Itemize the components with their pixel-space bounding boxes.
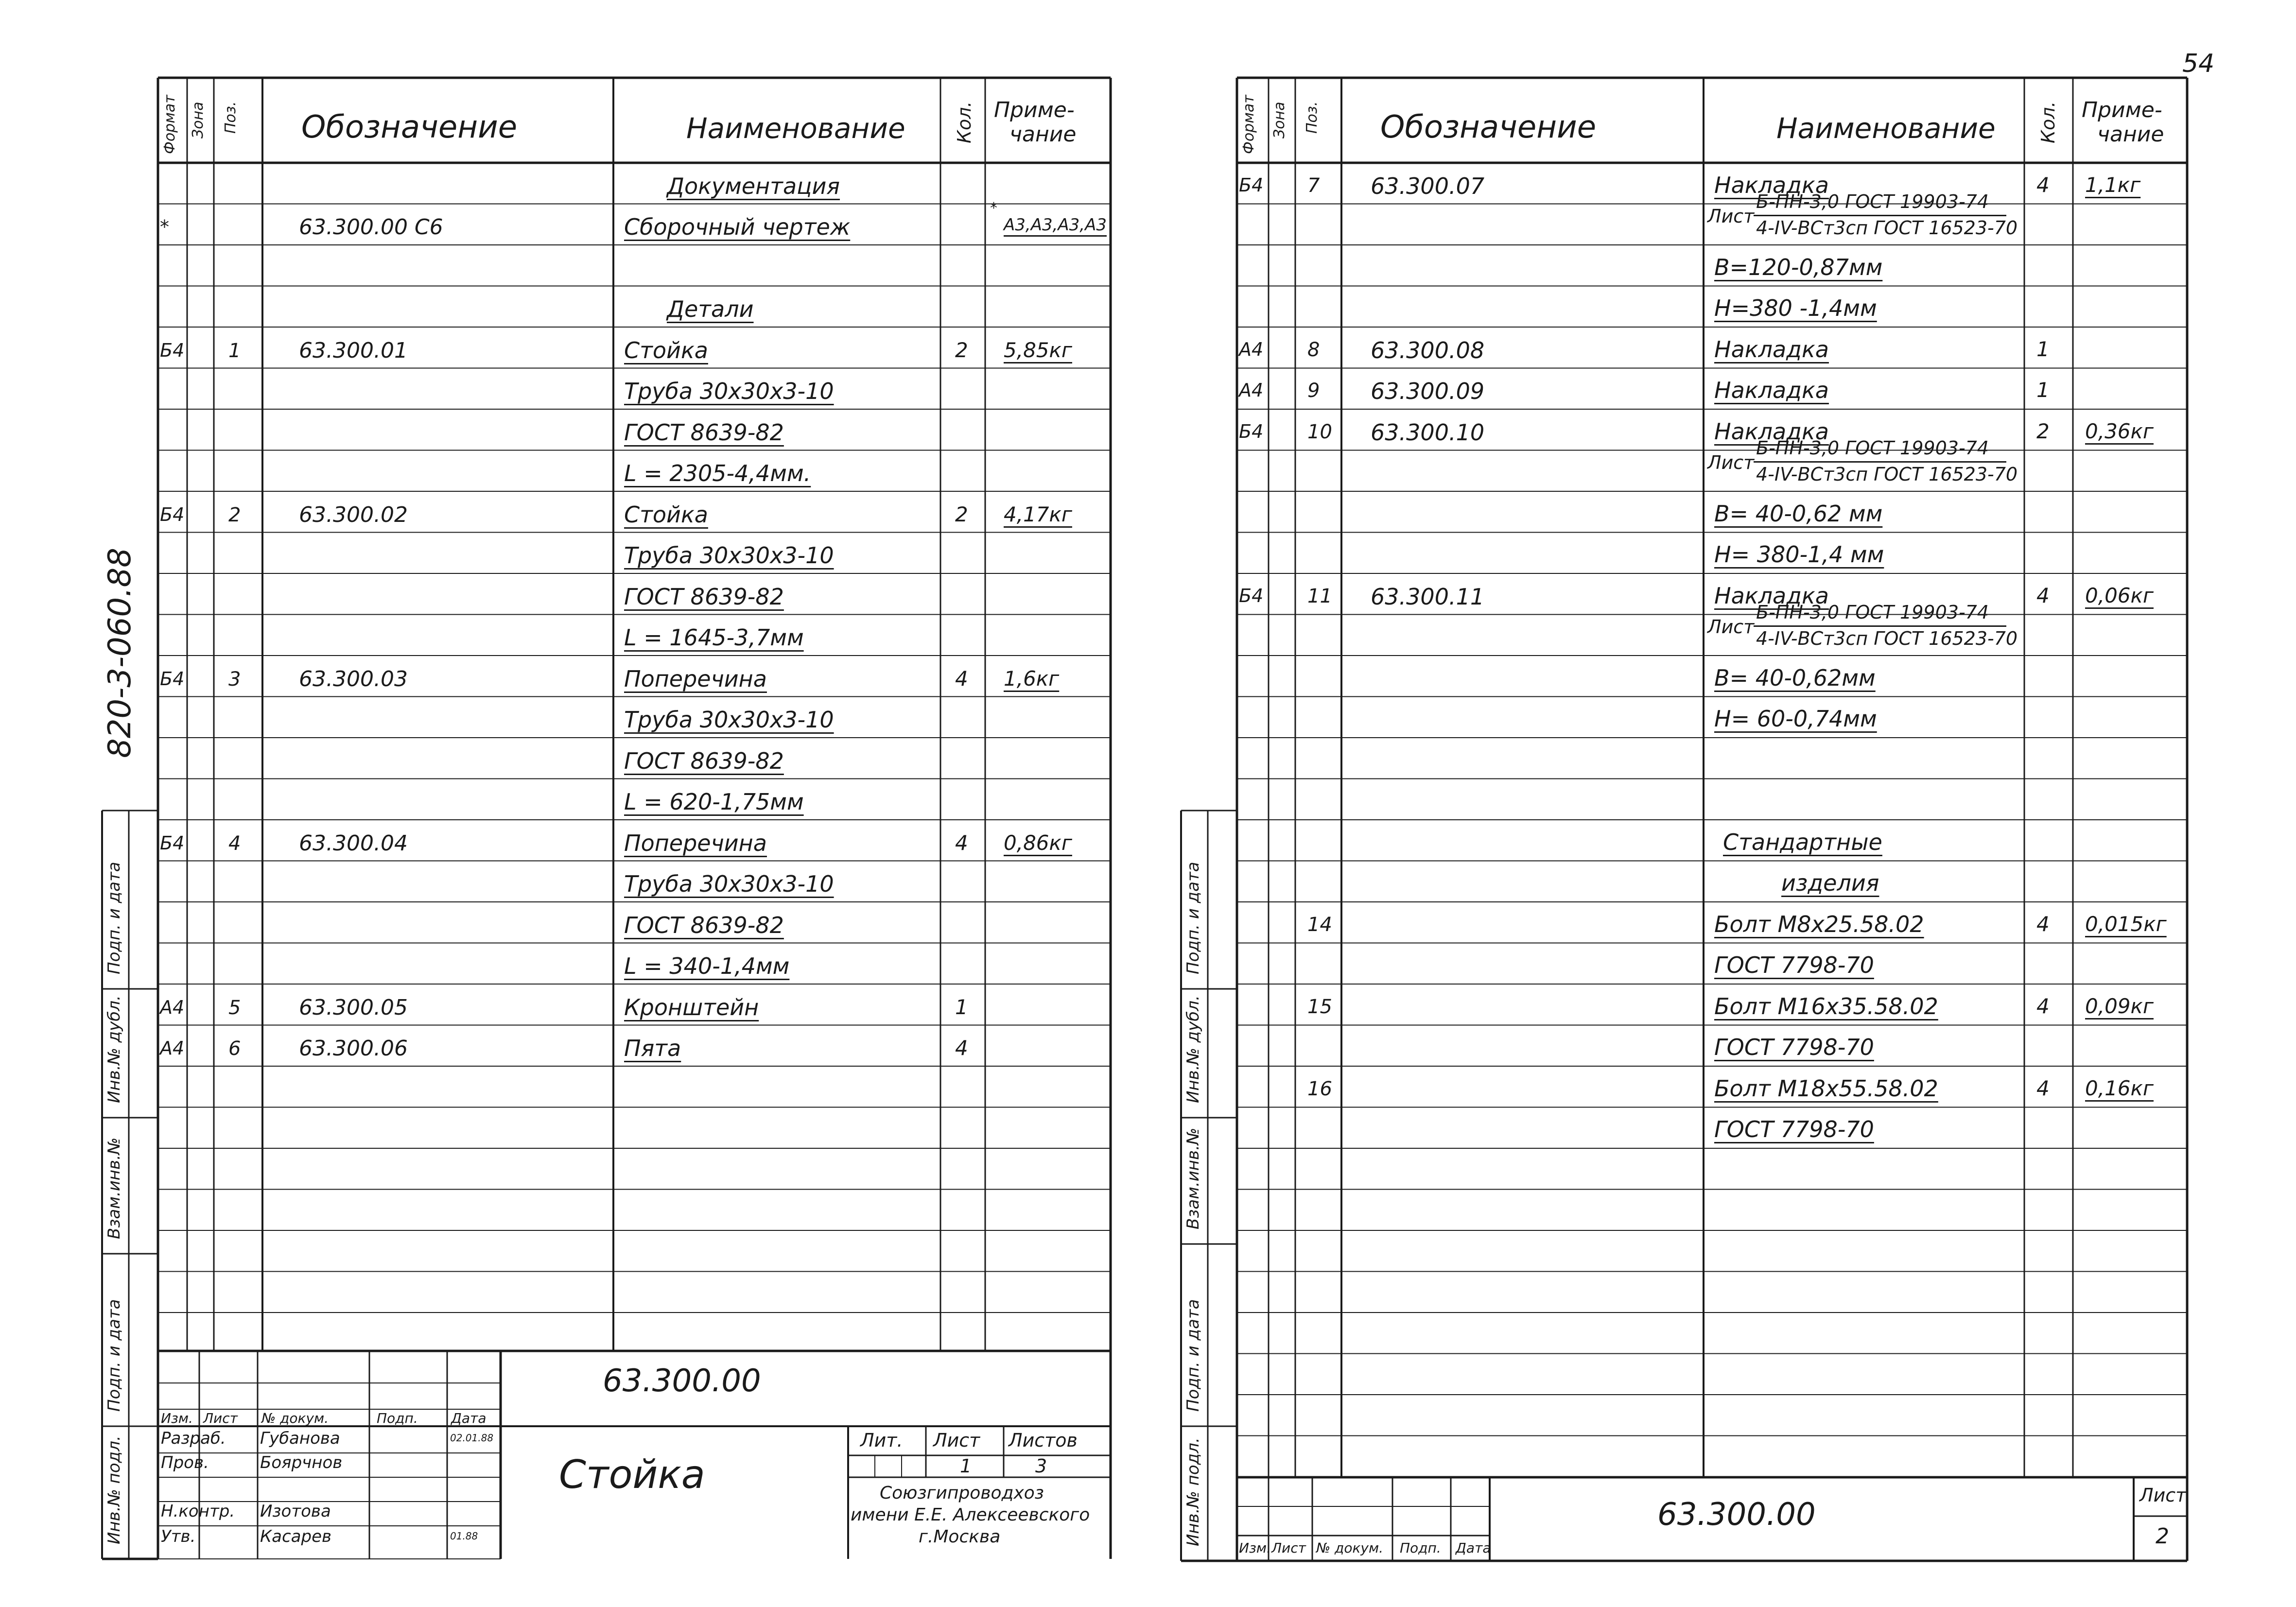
side-stamp-cell: Взам.инв.№ bbox=[104, 1137, 124, 1239]
signature-role: Пров. bbox=[161, 1453, 209, 1472]
row-format: Б4 bbox=[160, 503, 185, 525]
material-spec-bottom: 4-IV-ВСт3сп ГОСТ 16523-70 bbox=[1756, 217, 2018, 239]
title-col-date: Дата bbox=[1456, 1540, 1491, 1556]
material-spec-top: Б-ПН-3,0 ГОСТ 19903-74 bbox=[1756, 437, 1989, 459]
row-position: 9 bbox=[1307, 380, 1320, 402]
row-position: 14 bbox=[1307, 913, 1332, 936]
spec-sheet-1 bbox=[0, 0, 1147, 1607]
vertical-doc-code: 820-3-060.88 bbox=[102, 548, 138, 758]
title-sheet-value: 1 bbox=[960, 1455, 972, 1477]
row-name: Пята bbox=[624, 1035, 681, 1061]
title-col-list: Лист bbox=[203, 1410, 238, 1426]
row-designation: 63.300.08 bbox=[1371, 337, 1485, 363]
row-name: Стойка bbox=[624, 501, 708, 528]
row-note: 4,17кг bbox=[1004, 502, 1072, 526]
row-position: 10 bbox=[1307, 420, 1332, 443]
title-col-izm: Изм. bbox=[161, 1410, 193, 1426]
row-name: ГОСТ 7798-70 bbox=[1714, 1034, 1874, 1060]
row-format: А4 bbox=[1239, 338, 1264, 360]
col-header-qty: Кол. bbox=[954, 101, 975, 143]
col-header-note-line1: Приме- bbox=[994, 98, 1075, 122]
row-name: Труба 30х30х3-10 bbox=[624, 378, 834, 404]
row-designation: 63.300.11 bbox=[1371, 583, 1485, 610]
title-lit-label: Лит. bbox=[860, 1430, 903, 1451]
row-position: 3 bbox=[228, 668, 241, 691]
row-name: ГОСТ 8639-82 bbox=[624, 583, 784, 610]
row-note: 5,85кг bbox=[1004, 338, 1072, 362]
row-name: L = 1645-3,7мм bbox=[624, 624, 804, 651]
row-quantity: 1 bbox=[955, 995, 968, 1019]
table-grid bbox=[0, 0, 1147, 1607]
title-col-sign: Подп. bbox=[1400, 1540, 1441, 1556]
title-col-sign: Подп. bbox=[377, 1410, 418, 1426]
fraction-line bbox=[1754, 461, 2006, 463]
row-name: Болт М16х35.58.02 bbox=[1714, 993, 1938, 1019]
row-name: Н=380 -1,4мм bbox=[1714, 295, 1877, 321]
row-quantity: 2 bbox=[2036, 419, 2050, 443]
row-designation: 63.300.05 bbox=[299, 995, 408, 1020]
row-format: А4 bbox=[160, 1037, 185, 1059]
row-quantity: 4 bbox=[2036, 583, 2050, 607]
title-doc-number: 63.300.00 bbox=[603, 1363, 761, 1399]
material-spec-top: Б-ПН-3,0 ГОСТ 19903-74 bbox=[1756, 602, 1989, 623]
row-position: 7 bbox=[1307, 174, 1320, 197]
row-name: L = 620-1,75мм bbox=[624, 789, 804, 815]
row-format: Б4 bbox=[1239, 174, 1264, 196]
signature-name: Губанова bbox=[260, 1429, 340, 1448]
row-name: Труба 30х30х3-10 bbox=[624, 871, 834, 897]
row-name: Болт М8х25.58.02 bbox=[1714, 911, 1924, 937]
row-quantity: 4 bbox=[2036, 1076, 2050, 1100]
row-name: Н= 60-0,74мм bbox=[1714, 706, 1877, 732]
signature-name: Изотова bbox=[260, 1502, 331, 1521]
col-header-note-line2: чание bbox=[2097, 122, 2164, 147]
row-quantity: 4 bbox=[955, 1036, 968, 1060]
signature-role: Разраб. bbox=[161, 1429, 226, 1448]
signature-name: Касарев bbox=[260, 1527, 332, 1546]
row-position: 6 bbox=[228, 1037, 241, 1060]
row-name: В= 40-0,62 мм bbox=[1714, 500, 1883, 527]
row-quantity: 2 bbox=[955, 502, 968, 526]
row-name: ГОСТ 7798-70 bbox=[1714, 952, 1874, 978]
row-name: ГОСТ 7798-70 bbox=[1714, 1116, 1874, 1142]
material-spec-top: Б-ПН-3,0 ГОСТ 19903-74 bbox=[1756, 191, 1989, 212]
row-format: Б4 bbox=[1239, 585, 1264, 606]
title-sheet-label: Лист bbox=[933, 1430, 980, 1451]
row-designation: 63.300.06 bbox=[299, 1036, 408, 1061]
col-header-format: Формат bbox=[161, 95, 178, 154]
row-note: 1,6кг bbox=[1004, 666, 1060, 691]
title-sheets-label: Листов bbox=[1009, 1430, 1078, 1451]
table-grid bbox=[1147, 0, 2296, 1607]
row-quantity: 4 bbox=[2036, 173, 2050, 197]
row-designation: 63.300.03 bbox=[299, 666, 408, 691]
material-spec-prefix: Лист bbox=[1707, 616, 1755, 638]
col-header-zone: Зона bbox=[1271, 102, 1288, 138]
row-name: ГОСТ 8639-82 bbox=[624, 747, 784, 774]
organization-line: Союзгипроводхоз bbox=[880, 1483, 1044, 1503]
title-col-izm: Изм. bbox=[1239, 1540, 1271, 1556]
organization-line: г.Москва bbox=[919, 1527, 1001, 1547]
title-col-doc: № докум. bbox=[1316, 1540, 1384, 1556]
row-name: Накладка bbox=[1714, 172, 1829, 198]
page-number: 54 bbox=[2182, 49, 2215, 78]
signature-role: Н.контр. bbox=[161, 1502, 235, 1521]
row-position: 8 bbox=[1307, 338, 1320, 361]
side-stamp-cell: Инв.№ дубл. bbox=[104, 995, 124, 1103]
row-note: 0,015кг bbox=[2085, 912, 2167, 936]
col-header-format: Формат bbox=[1240, 95, 1257, 154]
row-name: В= 40-0,62мм bbox=[1714, 664, 1876, 691]
row-name: Поперечина bbox=[624, 829, 767, 856]
row-designation: 63.300.00 С6 bbox=[299, 215, 443, 240]
side-stamp-cell: Подп. и дата bbox=[104, 862, 124, 974]
row-name: Накладка bbox=[1714, 377, 1829, 403]
col-header-pos: Поз. bbox=[222, 101, 239, 134]
row-designation: 63.300.02 bbox=[299, 502, 408, 527]
row-format: А4 bbox=[1239, 380, 1264, 401]
title-product-name: Стойка bbox=[559, 1452, 705, 1497]
row-name: Накладка bbox=[1714, 582, 1829, 609]
row-designation: 63.300.09 bbox=[1371, 378, 1485, 404]
title-col-list: Лист bbox=[1271, 1540, 1306, 1556]
row-quantity: 4 bbox=[2036, 912, 2050, 936]
col-header-designation: Обозначение bbox=[1380, 109, 1597, 145]
title-col-date: Дата bbox=[451, 1410, 487, 1426]
row-designation: 63.300.04 bbox=[299, 830, 408, 856]
row-format: Б4 bbox=[160, 668, 185, 690]
row-note: 0,09кг bbox=[2085, 994, 2154, 1018]
side-stamp-cell: Инв.№ подл. bbox=[1183, 1437, 1203, 1546]
row-name: В=120-0,87мм bbox=[1714, 254, 1883, 280]
row-format: Б4 bbox=[160, 339, 185, 361]
row-position: 2 bbox=[228, 503, 241, 526]
row-position: 1 bbox=[228, 339, 241, 362]
spec-sheet-2 bbox=[1147, 0, 2296, 1607]
row-position: 11 bbox=[1307, 585, 1332, 607]
row-note: 0,36кг bbox=[2085, 419, 2154, 443]
col-header-name: Наименование bbox=[1776, 112, 1996, 145]
title-sheet-label: Лист bbox=[2139, 1485, 2187, 1506]
row-quantity: 2 bbox=[955, 338, 968, 362]
row-position: 15 bbox=[1307, 995, 1332, 1018]
row-name: Накладка bbox=[1714, 418, 1829, 445]
organization-line: имени Е.Е. Алексеевского bbox=[851, 1505, 1090, 1525]
row-note: А3,А3,А3,А3 bbox=[1004, 215, 1107, 235]
row-position: 16 bbox=[1307, 1077, 1332, 1100]
title-sheet-value: 2 bbox=[2156, 1524, 2169, 1549]
side-stamp-cell: Подп. и дата bbox=[104, 1299, 124, 1412]
title-col-doc: № докум. bbox=[261, 1410, 329, 1426]
row-quantity: 4 bbox=[2036, 994, 2050, 1018]
signature-date: 02.01.88 bbox=[450, 1432, 494, 1444]
side-stamp-cell: Инв.№ подл. bbox=[104, 1435, 124, 1544]
row-note: 0,06кг bbox=[2085, 583, 2154, 607]
row-name: ГОСТ 8639-82 bbox=[624, 912, 784, 938]
side-stamp-cell: Подп. и дата bbox=[1183, 1299, 1203, 1412]
col-header-designation: Обозначение bbox=[301, 109, 518, 145]
row-format: Б4 bbox=[160, 832, 185, 854]
row-note: 0,16кг bbox=[2085, 1076, 2154, 1100]
side-stamp-cell: Подп. и дата bbox=[1183, 862, 1203, 974]
row-name: Стойка bbox=[624, 337, 708, 363]
signature-date: 01.88 bbox=[450, 1530, 478, 1542]
side-stamp-cell: Взам.инв.№ bbox=[1183, 1127, 1203, 1229]
row-name: Болт М18х55.58.02 bbox=[1714, 1075, 1938, 1102]
row-note: 0,86кг bbox=[1004, 830, 1072, 855]
row-designation: 63.300.07 bbox=[1371, 173, 1485, 199]
row-name: L = 2305-4,4мм. bbox=[624, 460, 811, 486]
row-name: Труба 30х30х3-10 bbox=[624, 542, 834, 569]
col-header-note-line2: чание bbox=[1009, 122, 1077, 147]
row-name: ГОСТ 8639-82 bbox=[624, 419, 784, 446]
title-sheets-value: 3 bbox=[1035, 1455, 1047, 1477]
material-spec-prefix: Лист bbox=[1707, 206, 1755, 227]
material-spec-bottom: 4-IV-ВСт3сп ГОСТ 16523-70 bbox=[1756, 628, 2018, 649]
material-spec-prefix: Лист bbox=[1707, 452, 1755, 473]
row-quantity: 1 bbox=[2036, 378, 2050, 402]
col-header-zone: Зона bbox=[190, 102, 207, 138]
row-quantity: 4 bbox=[955, 666, 968, 691]
row-designation: 63.300.01 bbox=[299, 338, 408, 363]
material-spec-bottom: 4-IV-ВСт3сп ГОСТ 16523-70 bbox=[1756, 464, 2018, 485]
row-quantity: 1 bbox=[2036, 337, 2050, 361]
signature-role: Утв. bbox=[161, 1527, 196, 1546]
row-position: 5 bbox=[228, 996, 241, 1019]
fraction-line bbox=[1754, 215, 2006, 216]
signature-name: Боярчнов bbox=[260, 1453, 343, 1472]
row-name: Труба 30х30х3-10 bbox=[624, 707, 834, 733]
row-name: Сборочный чертеж bbox=[624, 214, 851, 240]
row-format: * bbox=[160, 216, 169, 238]
row-position: 4 bbox=[228, 832, 241, 855]
section-heading: Документация bbox=[667, 173, 840, 199]
row-note: 1,1кг bbox=[2085, 173, 2141, 197]
col-header-note-line1: Приме- bbox=[2082, 98, 2162, 122]
col-header-pos: Поз. bbox=[1304, 101, 1321, 134]
section-heading: Детали bbox=[667, 296, 754, 322]
side-stamp-cell: Инв.№ дубл. bbox=[1183, 995, 1203, 1103]
title-doc-number: 63.300.00 bbox=[1657, 1497, 1816, 1533]
row-note-star: * bbox=[990, 200, 997, 217]
row-format: Б4 bbox=[1239, 420, 1264, 442]
row-designation: 63.300.10 bbox=[1371, 419, 1485, 446]
fraction-line bbox=[1754, 625, 2006, 627]
section-heading: изделия bbox=[1781, 870, 1879, 896]
section-heading: Стандартные bbox=[1723, 829, 1882, 855]
col-header-name: Наименование bbox=[686, 112, 905, 145]
row-name: Н= 380-1,4 мм bbox=[1714, 541, 1884, 568]
row-quantity: 4 bbox=[955, 830, 968, 855]
row-format: А4 bbox=[160, 996, 185, 1018]
row-name: Накладка bbox=[1714, 336, 1829, 363]
row-name: Поперечина bbox=[624, 665, 767, 692]
row-name: L = 340-1,4мм bbox=[624, 953, 790, 979]
col-header-qty: Кол. bbox=[2037, 101, 2059, 143]
row-name: Кронштейн bbox=[624, 994, 759, 1020]
